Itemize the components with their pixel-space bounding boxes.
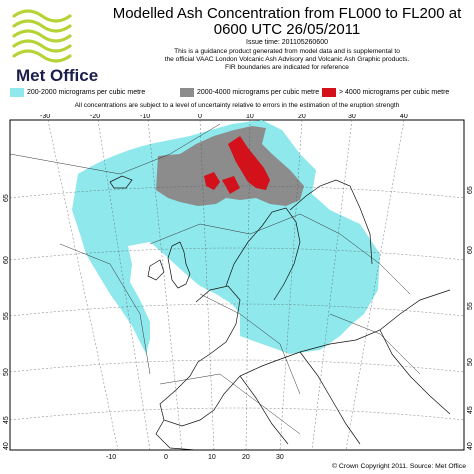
guidance-note [100,48,474,72]
legend [0,88,474,100]
right-lat-label: 40 [467,442,474,450]
note-line-1: This is a guidance product generated from model data and is supplemental to [174,48,400,55]
right-lat-label: 55 [467,302,474,310]
legend-item-mid [180,88,319,97]
bottom-lon-label: 0 [164,454,168,461]
right-lat-label: 60 [467,246,474,254]
note-line-2: the official VAAC London Volcanic Ash Advisory and Volcanic Ash Graphic products. [164,56,410,63]
left-lat-label: 55 [3,312,10,320]
bottom-lon-label: 20 [242,454,250,461]
right-lat-label: 45 [467,406,474,414]
legend-item-high [322,88,449,97]
right-lat-label: 65 [467,186,474,194]
title-line-1: Modelled Ash Concentration from FL000 to FL200 at [112,5,462,22]
top-lon-label: 30 [348,114,356,120]
top-lon-label: 20 [298,114,306,120]
note-line-3: FIR boundaries are indicated for reference [225,64,349,71]
title-line-2: 0600 UTC 26/05/2011 [213,21,361,38]
top-lon-label: 0 [198,114,202,120]
copyright-notice: © Crown Copyright 2011. Source: Met Office [332,463,466,470]
disclaimer: All concentrations are subject to a level of uncertainty relative to errors in the estimation of the eruption strength [74,102,400,109]
logo-text: Met Office [16,66,99,85]
top-lon-label: -10 [140,114,151,120]
legend-label-low: 200-2000 micrograms per cubic metre [27,89,146,96]
legend-swatch-high [322,88,336,97]
bottom-lon-label: -10 [106,454,117,461]
logo-waves-icon [6,4,102,66]
issue-time: Issue time: 201105260600 [246,39,328,46]
ash-concentration-map [0,114,474,464]
top-lon-label: -20 [90,114,101,120]
legend-item-low [10,88,145,97]
left-lat-label: 45 [3,416,10,424]
bottom-lon-label: 10 [208,454,216,461]
top-lon-label: 10 [246,114,254,120]
map-title [100,6,474,38]
left-lat-label: 50 [3,368,10,376]
bottom-lon-label: 30 [276,454,284,461]
left-lat-label: 60 [3,256,10,264]
legend-swatch-low [10,88,24,97]
top-lon-label: 40 [400,114,408,120]
legend-label-mid: 2000-4000 micrograms per cubic metre [197,89,320,96]
left-lat-label: 40 [3,442,10,450]
met-office-logo [6,4,102,84]
right-lat-label: 50 [467,358,474,366]
left-lat-label: 65 [3,194,10,202]
top-lon-label: -30 [40,114,51,120]
legend-label-high: > 4000 micrograms per cubic metre [339,89,450,96]
legend-swatch-mid [180,88,194,97]
